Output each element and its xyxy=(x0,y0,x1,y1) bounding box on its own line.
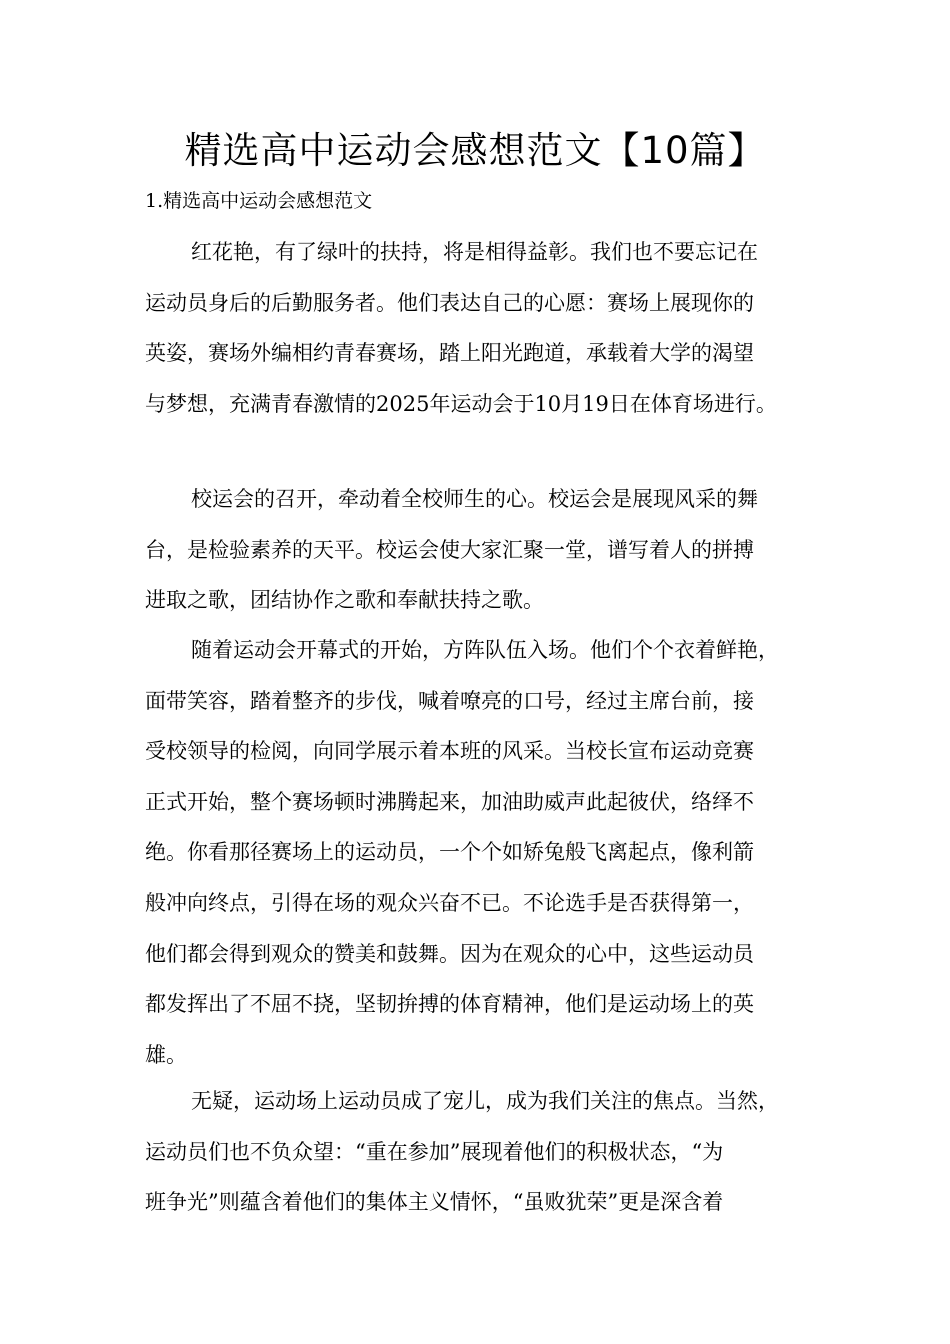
paragraph-line: 随着运动会开幕式的开始，方阵队伍入场。他们个个衣着鲜艳， xyxy=(191,638,779,662)
paragraph-line: 正式开始，整个赛场顿时沸腾起来，加油助威声此起彼伏，络绎不 xyxy=(145,789,754,814)
paragraph-2 xyxy=(145,474,825,626)
paragraph-line: 红花艳，有了绿叶的扶持，将是相得益彰。我们也不要忘记在 xyxy=(191,240,758,264)
paragraph-4 xyxy=(145,1076,825,1228)
paragraph-line: 他们都会得到观众的赞美和鼓舞。因为在观众的心中，这些运动员 xyxy=(145,941,754,966)
paragraph-line: 般冲向终点，引得在场的观众兴奋不已。不论选手是否获得第一， xyxy=(145,890,754,915)
paragraph-line: 台，是检验素养的天平。校运会使大家汇聚一堂，谱写着人的拼搏 xyxy=(145,537,754,562)
section-heading: 1.精选高中运动会感想范文 xyxy=(145,190,373,212)
paragraph-line: 班争光”则蕴含着他们的集体主义情怀，“虽败犹荣”更是深含着 xyxy=(145,1190,724,1215)
document-title: 精选高中运动会感想范文【10篇】 xyxy=(184,129,766,172)
paragraph-line: 进取之歌，团结协作之歌和奉献扶持之歌。 xyxy=(145,588,544,613)
paragraph-line: 面带笑容，踏着整齐的步伐，喊着嘹亮的口号，经过主席台前，接 xyxy=(145,688,754,713)
paragraph-line: 校运会的召开，牵动着全校师生的心。校运会是展现风采的舞 xyxy=(191,487,758,511)
paragraph-3 xyxy=(145,625,825,1080)
paragraph-line: 与梦想，充满青春激情的2025年运动会于10月19日在体育场进行。 xyxy=(145,391,777,416)
paragraph-line: 运动员们也不负众望：“重在参加”展现着他们的积极状态，“为 xyxy=(145,1139,724,1164)
paragraph-line: 无疑，运动场上运动员成了宠儿，成为我们关注的焦点。当然， xyxy=(191,1089,779,1113)
paragraph-line: 都发挥出了不屈不挠，坚韧拚搏的体育精神，他们是运动场上的英 xyxy=(145,992,754,1017)
paragraph-line: 雄。 xyxy=(145,1042,187,1067)
paragraph-1 xyxy=(145,227,825,429)
paragraph-line: 运动员身后的后勤服务者。他们表达自己的心愿：赛场上展现你的 xyxy=(145,290,754,315)
paragraph-line: 英姿，赛场外编相约青春赛场，踏上阳光跑道，承载着大学的渴望 xyxy=(145,341,754,366)
paragraph-line: 受校领导的检阅，向同学展示着本班的风采。当校长宣布运动竞赛 xyxy=(145,739,754,764)
paragraph-line: 绝。你看那径赛场上的运动员，一个个如矫兔般飞离起点，像利箭 xyxy=(145,840,754,865)
